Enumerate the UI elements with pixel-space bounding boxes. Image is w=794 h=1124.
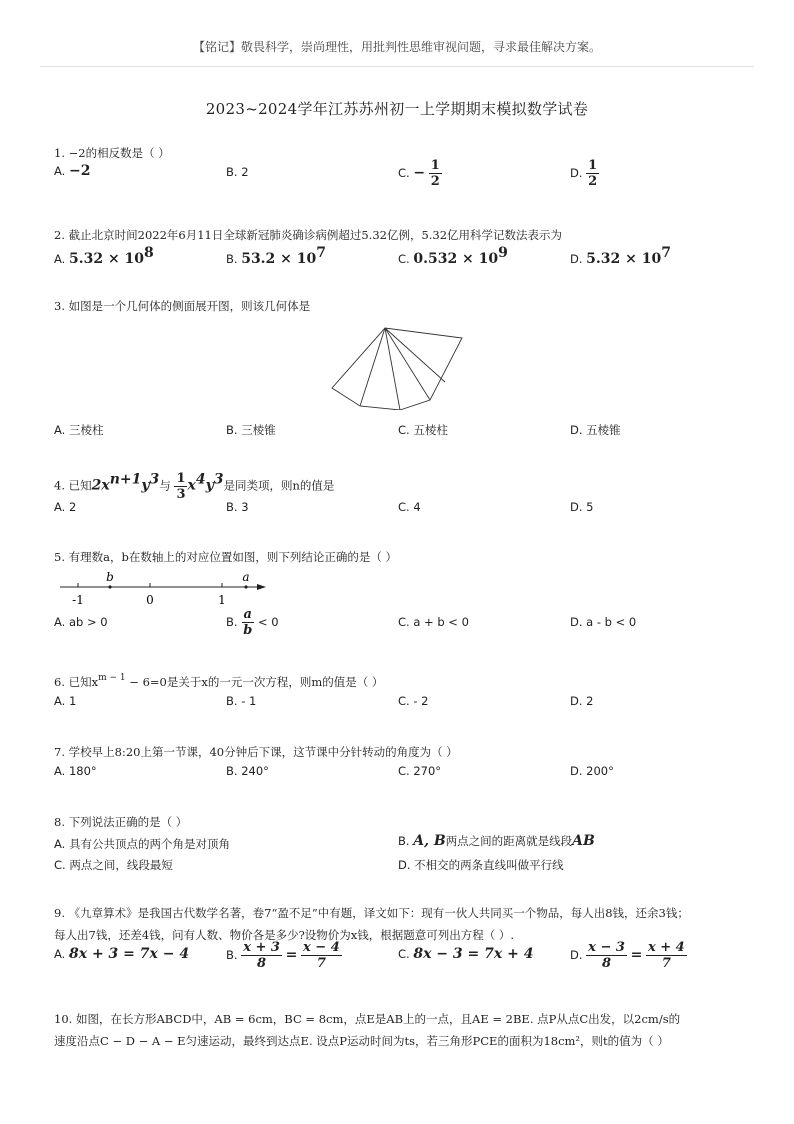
q9-d-right-den: 7 [661, 956, 671, 971]
q9-d-left-den: 8 [602, 956, 612, 971]
q9-b-left-num: x + 3 [243, 940, 280, 955]
q7-option-d[interactable]: D. 200° [570, 764, 614, 778]
q9-d-equals: = [630, 947, 643, 963]
q10-line-1: 10. 如图，在长方形ABCD中，AB = 6cm，BC = 8cm，点E是AB上的一点，且AE = 2BE. 点P从点C出发，以2cm/s的 [54, 1012, 681, 1026]
q6-option-d[interactable]: D. 2 [570, 694, 594, 708]
q1-stem: 1. −2的相反数是（ ） [54, 146, 170, 160]
q8-option-a[interactable]: A. 具有公共顶点的两个角是对顶角 [54, 837, 230, 851]
q8-option-d[interactable]: D. 不相交的两条直线叫做平行线 [398, 858, 564, 872]
q10-line-2: 速度沿点C − D − A − E匀速运动，最终到达点E. 设点P运动时间为ts，若三角形PCE的面积为18cm²，则t的值为（ ） [54, 1034, 669, 1048]
q9-option-d[interactable] [570, 940, 687, 971]
q7-option-a[interactable]: A. 180° [54, 764, 97, 778]
q9-a-label: A. [54, 947, 66, 961]
q2-a-exponent: 8 [144, 245, 154, 261]
q8-b-segment: AB [572, 833, 595, 849]
q8-b-text: 两点之间的距离就是线段 [445, 834, 573, 848]
q4-term1-exponent: n+1 [109, 471, 142, 488]
q1-option-d-label: D. [570, 166, 583, 180]
q1-option-a-math: −2 [68, 163, 91, 179]
q2-option-c[interactable] [398, 245, 508, 267]
q1-option-c-sign: − [413, 165, 426, 181]
q5-tick-label-1: 1 [218, 593, 226, 607]
q1-option-d-fraction [586, 158, 599, 189]
q5-axis-arrow [257, 584, 266, 590]
q8-option-b[interactable] [398, 833, 595, 849]
q9-d-right-num: x + 4 [647, 940, 685, 955]
q6-option-a[interactable]: A. 1 [54, 694, 77, 708]
q9-c-equation: 8x − 3 = 7x + 4 [413, 946, 534, 962]
q4-term2-y-exponent: 3 [213, 471, 224, 488]
q3-option-d[interactable]: D. 五棱锥 [570, 423, 621, 437]
q9-b-left-den: 8 [257, 956, 267, 971]
q8-stem: 8. 下列说法正确的是（ ） [54, 815, 188, 829]
q2-stem: 2. 截止北京时间2022年6月11日全球新冠肺炎确诊病例超过5.32亿例，5.32亿用科学记数法表示为 [54, 228, 563, 242]
q6-option-c[interactable]: C. - 2 [398, 694, 429, 708]
q5-point-b [108, 585, 111, 588]
q9-b-right-num: x − 4 [303, 940, 340, 955]
q1-option-a-label: A. [54, 164, 66, 178]
q1-option-a[interactable] [54, 163, 90, 179]
q3-option-b[interactable]: B. 三棱锥 [226, 423, 276, 437]
q6-stem [54, 673, 383, 690]
q4-option-a[interactable]: A. 2 [54, 500, 77, 514]
q9-b-right-den: 7 [316, 956, 326, 971]
q1-c-numerator: 1 [430, 158, 440, 173]
q9-line-1: 9. 《九章算术》是我国古代数学名著，卷7“盈不足”中有题，译文如下：现有一伙人共同买一个物品，每人出8钱，还余3钱； [54, 906, 689, 920]
q3-option-a[interactable]: A. 三棱柱 [54, 423, 104, 437]
q5-b-denominator: b [243, 623, 253, 638]
q8-b-points: A, B [413, 833, 446, 849]
q4-term2-exponent: 4 [195, 471, 206, 488]
q3-net-figure [320, 320, 470, 410]
q9-d-left-num: x − 3 [588, 940, 625, 955]
q2-b-label: B. [226, 252, 238, 266]
q3-net-outline [332, 328, 462, 410]
q5-point-a [244, 585, 247, 588]
q3-net-edge-1 [360, 328, 385, 406]
q9-b-equals: = [285, 947, 298, 963]
q5-label-a: a [242, 570, 250, 584]
q4-fraction-num: 1 [176, 471, 186, 486]
q5-b-label: B. [226, 615, 238, 629]
q7-stem: 7. 学校早上8:20上第一节课，40分钟后下课，这节课中分针转动的角度为（ ） [54, 745, 458, 759]
q6-exponent: m − 1 [98, 673, 126, 683]
q2-option-d[interactable] [570, 245, 671, 267]
q7-option-b[interactable]: B. 240° [226, 764, 269, 778]
q2-b-exponent: 7 [316, 245, 327, 261]
q2-c-base: 0.532 × 10 [413, 251, 499, 267]
q2-a-label: A. [54, 252, 66, 266]
q3-option-c[interactable]: C. 五棱柱 [398, 423, 448, 437]
q9-b-left-fraction [241, 940, 282, 971]
q2-a-base: 5.32 × 10 [68, 251, 145, 267]
q4-term2-y: y [205, 477, 214, 494]
q4-term1: 2x [91, 477, 110, 494]
q7-option-c[interactable]: C. 270° [398, 764, 442, 778]
q9-a-equation: 8x + 3 = 7x − 4 [68, 946, 190, 962]
page-header-motto: 【铭记】敬畏科学，崇尚理性，用批判性思维审视问题，寻求最佳解决方案。 [192, 40, 601, 54]
q2-b-base: 53.2 × 10 [241, 251, 317, 267]
q2-d-exponent: 7 [661, 245, 671, 261]
q9-c-label: C. [398, 947, 410, 961]
q6-stem-post: − 6=0是关于x的一元一次方程，则m的值是（ ） [125, 675, 384, 689]
q9-option-c[interactable] [398, 946, 533, 962]
q1-option-c-label: C. [398, 166, 410, 180]
q4-fraction-den: 3 [176, 487, 186, 502]
q9-b-right-fraction [301, 940, 342, 971]
q9-b-label: B. [226, 948, 238, 962]
q4-option-c[interactable]: C. 4 [398, 500, 421, 514]
q9-option-a[interactable] [54, 946, 189, 962]
q5-option-c[interactable]: C. a + b < 0 [398, 615, 469, 629]
q1-c-denominator: 2 [430, 174, 440, 189]
q9-d-left-fraction [586, 940, 627, 971]
q2-c-exponent: 9 [498, 245, 508, 261]
q2-option-b[interactable] [226, 245, 326, 267]
q4-term2: x [187, 477, 196, 494]
q1-option-d[interactable] [570, 158, 599, 189]
q5-tick-label-minus1: -1 [72, 593, 84, 607]
q4-option-b[interactable]: B. 3 [226, 500, 249, 514]
q2-d-label: D. [570, 252, 583, 266]
header-divider [40, 66, 754, 67]
page-title: 2023~2024学年江苏苏州初一上学期期末模拟数学试卷 [205, 100, 589, 118]
q8-b-label: B. [398, 834, 410, 848]
q5-number-line [54, 568, 270, 610]
q5-stem: 5. 有理数a，b在数轴上的对应位置如图，则下列结论正确的是（ ） [54, 550, 397, 564]
q4-term1-y-exponent: 3 [149, 471, 160, 488]
q2-c-label: C. [398, 252, 410, 266]
q4-fraction [174, 471, 187, 502]
q8-option-c[interactable]: C. 两点之间，线段最短 [54, 858, 173, 872]
q1-option-b[interactable]: B. 2 [226, 165, 249, 179]
q4-stem-post: 是同类项，则n的值是 [223, 478, 335, 493]
q1-option-c[interactable] [398, 158, 442, 189]
q2-d-base: 5.32 × 10 [586, 251, 662, 267]
q1-d-numerator: 1 [588, 158, 598, 173]
q10-stem [54, 1008, 744, 1052]
q2-option-a[interactable] [54, 245, 154, 267]
q5-b-tail: < 0 [257, 615, 279, 629]
q5-b-fraction [241, 607, 254, 638]
q5-option-a[interactable]: A. ab > 0 [54, 615, 108, 629]
q9-line-2: 每人出7钱，还差4钱，问有人数、物价各是多少?设物价为x钱，根据题意可列出方程（ ）. [54, 928, 515, 942]
q5-tick-label-0: 0 [146, 593, 154, 607]
q3-stem: 3. 如图是一个几何体的侧面展开图，则该几何体是 [54, 299, 311, 313]
q3-net-edge-4 [385, 328, 445, 382]
q9-d-label: D. [570, 948, 583, 962]
q9-option-b[interactable] [226, 940, 342, 971]
q6-option-b[interactable]: B. - 1 [226, 694, 257, 708]
q5-b-numerator: a [243, 607, 252, 622]
q4-stem [54, 471, 334, 502]
q9-d-right-fraction [646, 940, 687, 971]
q5-label-b: b [106, 570, 114, 584]
q4-stem-pre: 4. 已知 [54, 478, 92, 493]
q4-term1-y: y [141, 477, 150, 494]
q1-d-denominator: 2 [588, 174, 598, 189]
q5-option-d[interactable]: D. a - b < 0 [570, 615, 637, 629]
q4-option-d[interactable]: D. 5 [570, 500, 594, 514]
q5-option-b[interactable] [226, 607, 279, 638]
q1-option-c-fraction [429, 158, 442, 189]
q4-stem-mid: 与 [159, 478, 171, 493]
q6-stem-pre: 6. 已知x [54, 675, 99, 689]
